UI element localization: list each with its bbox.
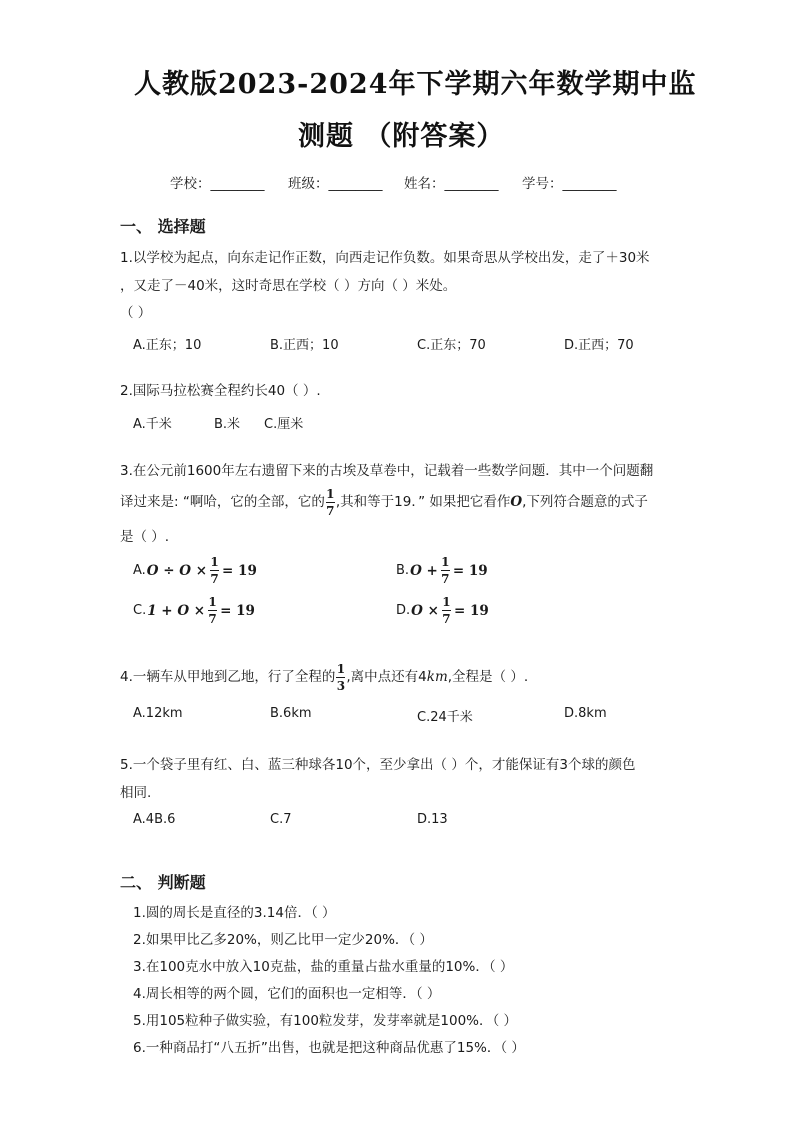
q3-option-d-fraction bbox=[442, 596, 451, 625]
q4-unit: km bbox=[426, 668, 448, 685]
q1-option-a: A.正东；10 bbox=[133, 338, 202, 353]
q4-option-d: D.8km bbox=[564, 706, 607, 721]
q2-option-c: C.厘米 bbox=[264, 417, 304, 432]
q3-option-c bbox=[133, 596, 255, 625]
q3-option-d bbox=[396, 596, 489, 625]
q3-option-a-fraction bbox=[210, 556, 219, 585]
q3-line1: 3.在公元前1600年左右遗留下来的古埃及草卷中，记载着一些数学问题．其中一个问题翻 bbox=[120, 463, 654, 479]
q3-option-c-label: C. bbox=[133, 603, 147, 618]
q3-option-a bbox=[133, 556, 257, 585]
q3-line2 bbox=[120, 488, 648, 517]
q1-option-c: C.正东；70 bbox=[417, 338, 486, 353]
q3-option-d-label: D. bbox=[396, 603, 411, 618]
doc-title-line1: 人教版2023-2024年下学期六年数学期中监 bbox=[134, 69, 697, 100]
q3-line2-text-a: 译过来是: “啊哈，它的全部，它的 bbox=[120, 493, 325, 510]
q4-option-a: A.12km bbox=[133, 706, 183, 721]
fraction-denominator: 7 bbox=[210, 572, 219, 586]
q4-option-b: B.6km bbox=[270, 706, 312, 721]
q3-option-d-eq: = 19 bbox=[453, 602, 489, 619]
judgement-item-2: 2.如果甲比乙多20%，则乙比甲一定少20%．（ ） bbox=[133, 932, 433, 948]
name-field: 姓名：________ bbox=[404, 176, 499, 192]
fraction-one-seventh bbox=[326, 488, 335, 517]
fraction-numerator: 1 bbox=[210, 555, 219, 569]
q5-option-c: C.7 bbox=[270, 812, 292, 827]
q2-line1: 2.国际马拉松赛全程约长40（ ）. bbox=[120, 383, 321, 399]
school-field: 学校：________ bbox=[170, 176, 265, 192]
fraction-numerator: 1 bbox=[208, 595, 217, 609]
class-field: 班级：________ bbox=[288, 176, 383, 192]
judgement-item-3: 3.在100克水中放入10克盐，盐的重量占盐水重量的10%．（ ） bbox=[133, 959, 514, 975]
q3-option-c-eq: = 19 bbox=[220, 602, 255, 619]
q1-line2: ，又走了－40米，这时奇思在学校（ ）方向（ ）米处。 bbox=[120, 278, 457, 294]
q3-option-a-expr: O ÷ O × bbox=[146, 562, 208, 579]
fraction-denominator: 7 bbox=[208, 612, 217, 626]
fraction-bar bbox=[441, 570, 450, 571]
q3-option-d-expr: O × bbox=[411, 602, 439, 619]
q3-line2-text-c: ,下列符合题意的式子 bbox=[522, 493, 648, 510]
q3-option-c-expr: 1 + O × bbox=[147, 602, 206, 619]
q4-text-c: ,全程是（ ）. bbox=[447, 668, 529, 685]
fraction-denominator: 3 bbox=[336, 679, 346, 693]
section-heading-choice: 一、 选择题 bbox=[120, 217, 206, 236]
doc-title-line2: 测题 （附答案） bbox=[298, 121, 505, 152]
judgement-item-5: 5.用105粒种子做实验，有100粒发芽，发芽率就是100%．（ ） bbox=[133, 1013, 518, 1029]
fraction-bar bbox=[326, 502, 335, 503]
q2-option-b: B.米 bbox=[214, 417, 241, 432]
q3-option-a-label: A. bbox=[133, 563, 146, 578]
judgement-item-4: 4.周长相等的两个圆，它们的面积也一定相等．（ ） bbox=[133, 986, 441, 1002]
q5-line2: 相同. bbox=[120, 785, 152, 801]
q4-line1 bbox=[120, 663, 528, 692]
fraction-bar bbox=[210, 570, 219, 571]
fraction-denominator: 7 bbox=[442, 612, 451, 626]
q4-text-b: ,离中点还有4 bbox=[346, 668, 427, 685]
judgement-item-1: 1.圆的周长是直径的3.14倍．（ ） bbox=[133, 905, 336, 921]
q4-option-c: C.24千米 bbox=[417, 710, 473, 725]
fraction-bar bbox=[442, 610, 451, 611]
q3-option-b-fraction bbox=[441, 556, 450, 585]
q3-option-b bbox=[396, 556, 488, 585]
q1-option-d: D.正西；70 bbox=[564, 338, 634, 353]
q1-line3: （ ） bbox=[120, 305, 152, 321]
q3-line3: 是（ ）. bbox=[120, 529, 170, 545]
q1-line1: 1.以学校为起点，向东走记作正数，向西走记作负数。如果奇思从学校出发，走了＋30米 bbox=[120, 250, 650, 266]
q3-variable: O bbox=[510, 493, 523, 510]
fraction-denominator: 7 bbox=[441, 572, 450, 586]
q3-line2-text-b: ,其和等于19．” 如果把它看作 bbox=[335, 493, 511, 510]
fraction-numerator: 1 bbox=[326, 487, 335, 501]
fraction-bar bbox=[208, 610, 217, 611]
student-number-field: 学号：________ bbox=[522, 176, 617, 192]
q4-text-a: 4.一辆车从甲地到乙地，行了全程的 bbox=[120, 668, 336, 685]
fraction-numerator: 1 bbox=[442, 595, 451, 609]
judgement-item-6: 6.一种商品打“八五折”出售，也就是把这种商品优惠了15%．（ ） bbox=[133, 1040, 525, 1056]
fraction-denominator: 7 bbox=[326, 504, 335, 518]
q5-option-ab: A.4B.6 bbox=[133, 812, 176, 827]
q1-option-b: B.正西；10 bbox=[270, 338, 339, 353]
fraction-numerator: 1 bbox=[441, 555, 450, 569]
fraction-bar bbox=[336, 677, 345, 678]
fraction-one-third bbox=[336, 663, 345, 692]
q5-option-d: D.13 bbox=[417, 812, 448, 827]
q3-option-a-eq: = 19 bbox=[222, 562, 257, 579]
fraction-numerator: 1 bbox=[336, 662, 346, 676]
q3-option-b-eq: = 19 bbox=[452, 562, 488, 579]
q3-option-c-fraction bbox=[208, 596, 217, 625]
q2-option-a: A.千米 bbox=[133, 417, 172, 432]
section-heading-judgement: 二、 判断题 bbox=[120, 873, 206, 892]
q3-option-b-expr: O + bbox=[410, 562, 438, 579]
q5-line1: 5.一个袋子里有红、白、蓝三种球各10个，至少拿出（ ）个，才能保证有3个球的颜色 bbox=[120, 757, 636, 773]
q3-option-b-label: B. bbox=[396, 563, 410, 578]
